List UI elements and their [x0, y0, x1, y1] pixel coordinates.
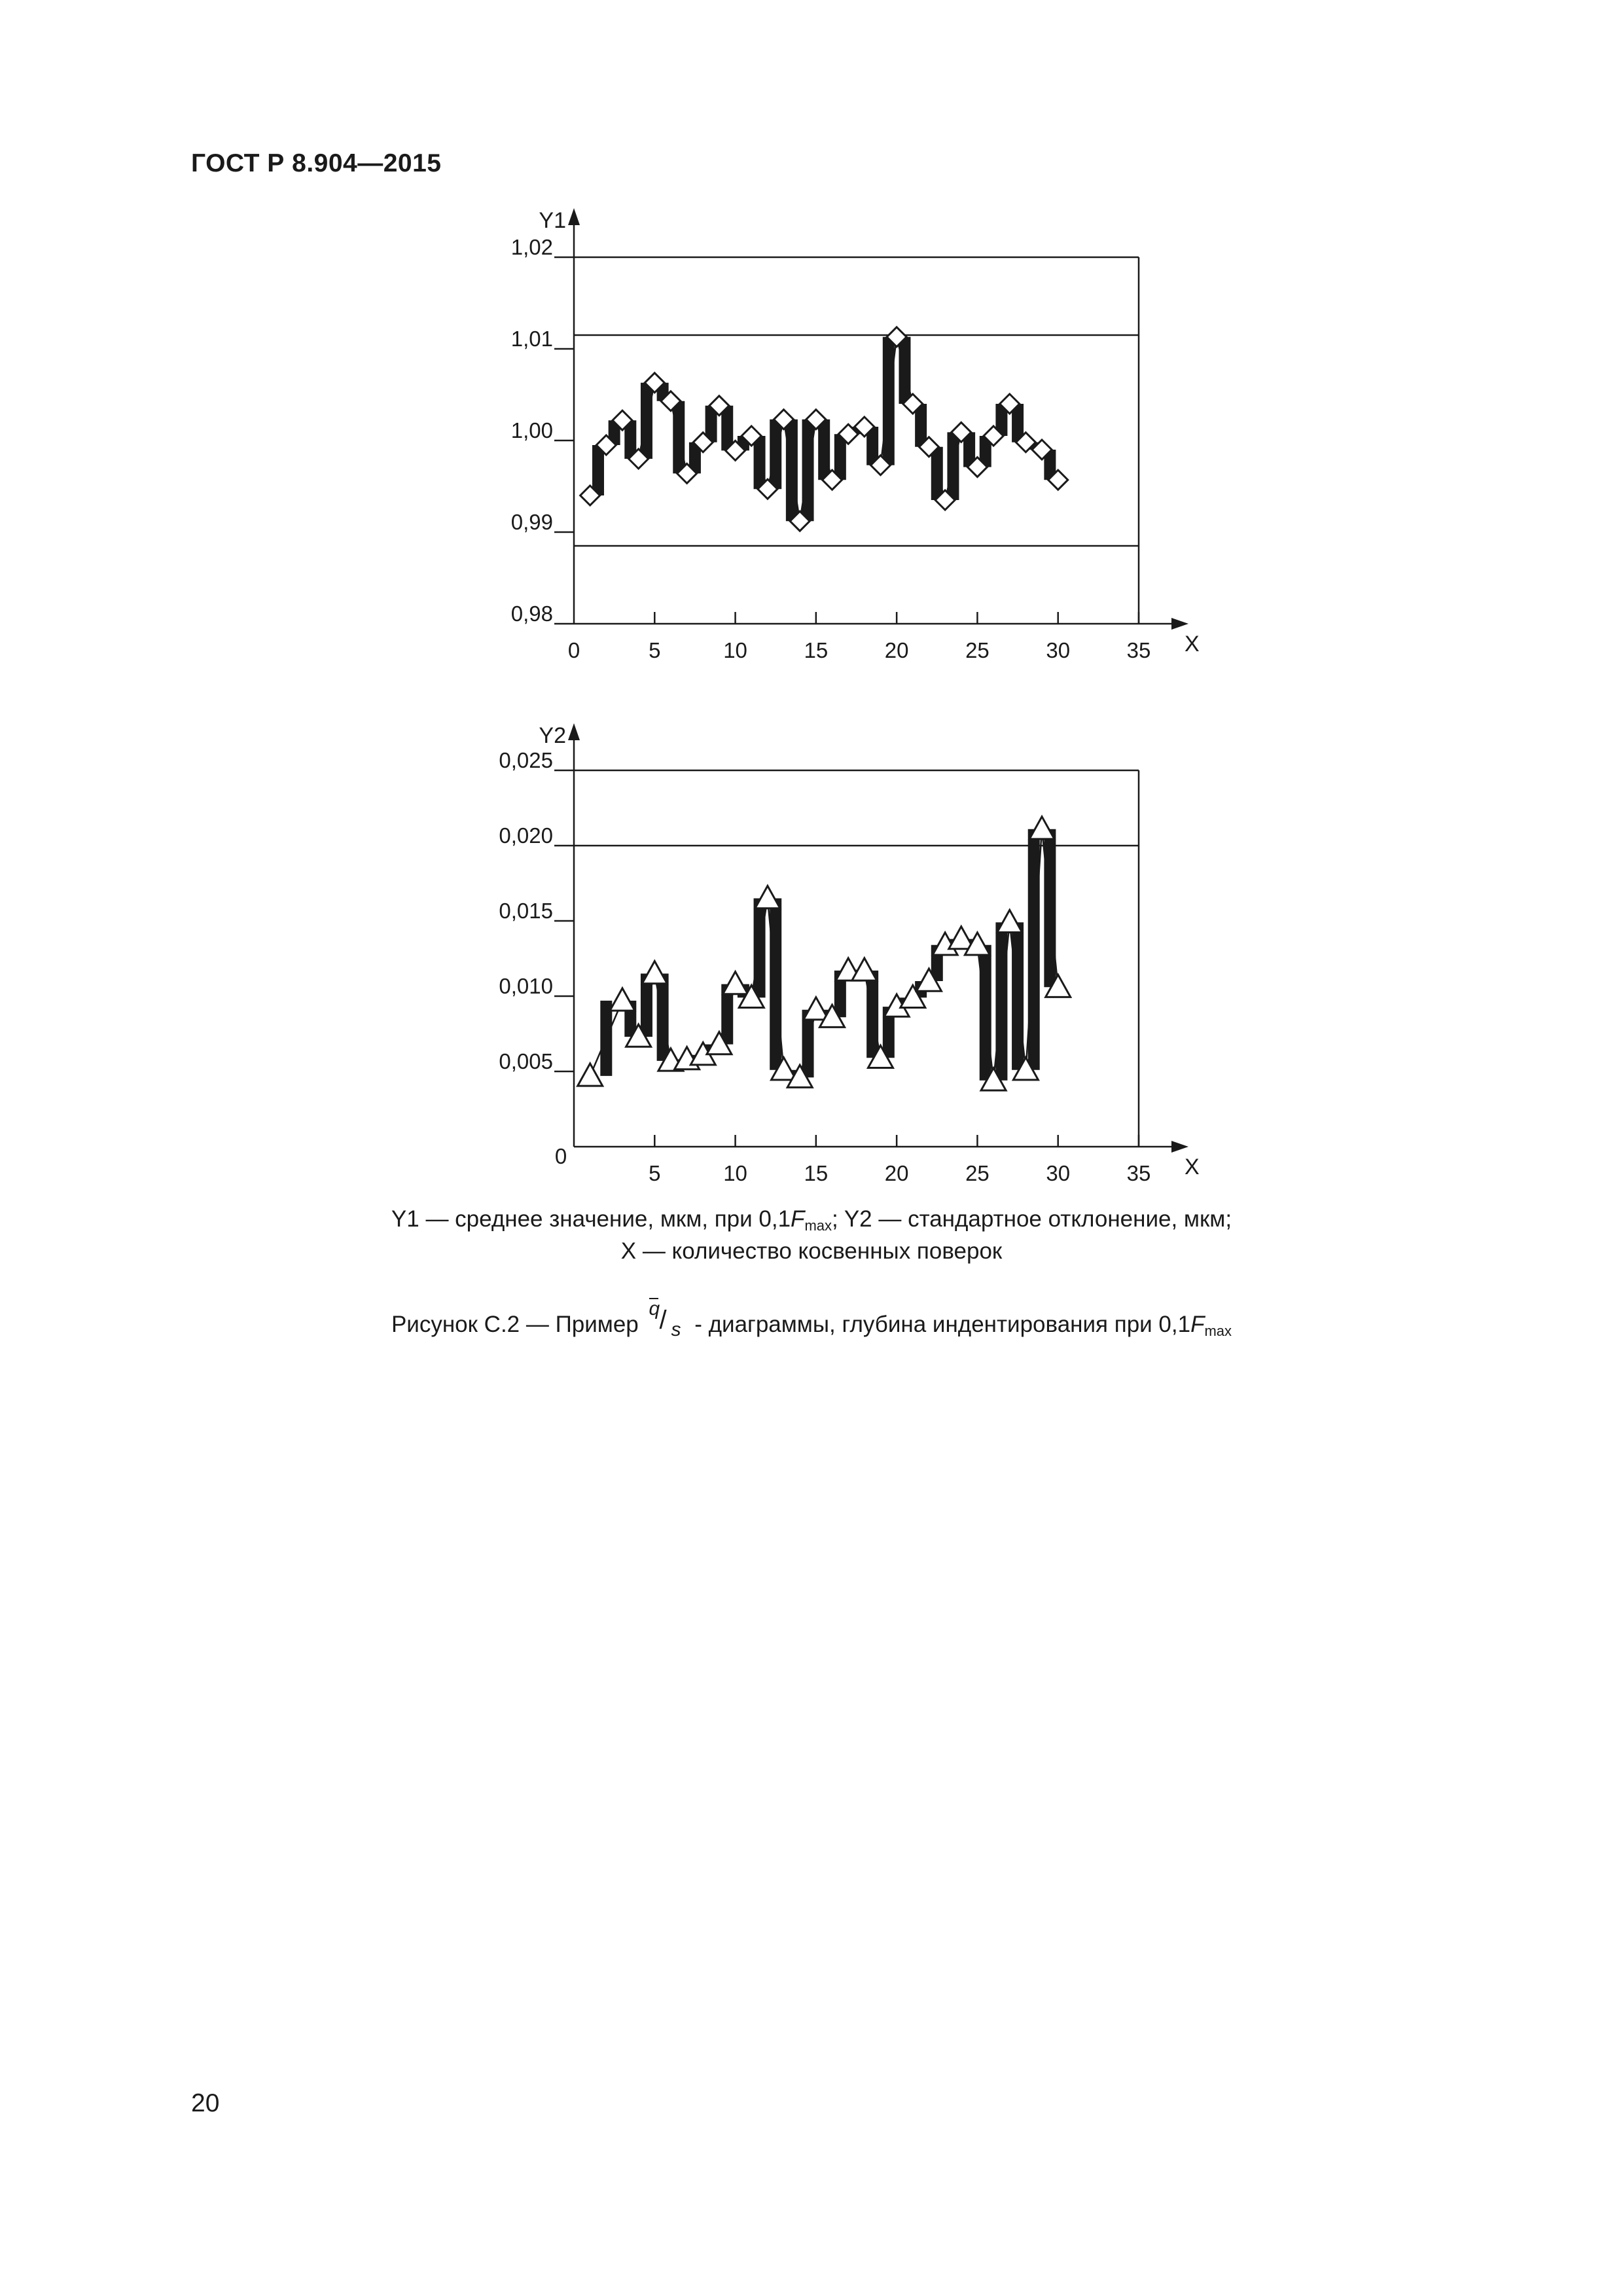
x-tick-label: 35 — [1126, 638, 1151, 662]
page-number: 20 — [191, 2089, 220, 2117]
s-letter: s — [671, 1319, 681, 1340]
data-point-triangle — [755, 886, 780, 908]
q-over-s-symbol — [645, 1298, 688, 1340]
y-tick-label: 1,00 — [510, 418, 553, 442]
caption-f-symbol: F — [1190, 1312, 1205, 1337]
document-code: ГОСТ Р 8.904—2015 — [191, 149, 442, 177]
x-tick-label: 35 — [1126, 1161, 1151, 1185]
data-point-triangle — [997, 910, 1022, 932]
legend-max-subscript: max — [804, 1217, 832, 1234]
data-point-triangle — [1029, 817, 1054, 839]
data-point-triangle — [578, 1064, 603, 1086]
x-tick-label: 20 — [884, 638, 909, 662]
x-tick-label: 5 — [649, 1161, 661, 1185]
y-tick-label: 0,98 — [510, 601, 553, 626]
y-tick-label: 0,010 — [499, 974, 553, 998]
legend-f-symbol: F — [791, 1206, 805, 1232]
x-tick-label: 0 — [567, 638, 580, 662]
x-axis-label: X — [1185, 1155, 1200, 1179]
y-axis-label: Y2 — [539, 723, 566, 748]
x-axis-arrow — [1171, 1141, 1188, 1153]
legend-line-1 — [0, 1206, 1623, 1234]
y-tick-label: 0,015 — [499, 899, 553, 923]
y-tick-label: 1,02 — [510, 235, 553, 259]
y-tick-label: 0,020 — [499, 823, 553, 848]
caption-max-subscript: max — [1204, 1323, 1232, 1339]
y-tick-label: 0,99 — [510, 510, 553, 534]
x-tick-label: 10 — [723, 638, 747, 662]
data-point-triangle — [610, 988, 635, 1011]
data-point-triangle — [642, 961, 667, 984]
y-tick-label: 0,025 — [499, 748, 553, 772]
caption-middle: - диаграммы, глубина индентирования при 0,1 — [694, 1312, 1191, 1337]
x-tick-label: 15 — [804, 638, 829, 662]
x-tick-label: 30 — [1046, 1161, 1071, 1185]
figure-caption — [0, 1298, 1623, 1340]
x-tick-label: 25 — [965, 638, 990, 662]
q-letter: q — [649, 1298, 660, 1319]
legend-text-a: Y1 — среднее значение, мкм, при 0,1 — [391, 1206, 791, 1232]
caption-prefix: Рисунок С.2 — Пример — [391, 1312, 639, 1337]
x-tick-label: 15 — [804, 1161, 829, 1185]
x-tick-label: 10 — [723, 1161, 747, 1185]
legend-text-b: ; Y2 — стандартное отклонение, мкм; — [832, 1206, 1232, 1232]
x-tick-label: 20 — [884, 1161, 909, 1185]
fraction-slash: / — [659, 1306, 667, 1335]
y-tick-label: 0,005 — [499, 1049, 553, 1073]
y-axis-label: Y1 — [539, 208, 566, 233]
x-axis-label: X — [1185, 632, 1200, 656]
data-point-triangle — [852, 958, 877, 980]
origin-label: 0 — [554, 1144, 567, 1168]
y-tick-label: 1,01 — [510, 327, 553, 351]
data-point-triangle — [723, 972, 748, 994]
x-axis-arrow — [1171, 618, 1188, 630]
x-tick-label: 5 — [649, 638, 661, 662]
y-axis-arrow — [568, 723, 580, 740]
x-tick-label: 25 — [965, 1161, 990, 1185]
mean-chart — [511, 208, 1200, 662]
y-axis-arrow — [568, 208, 580, 225]
legend-line-2: X — количество косвенных поверок — [620, 1238, 1003, 1264]
x-tick-label: 30 — [1046, 638, 1071, 662]
std-deviation-chart — [499, 723, 1199, 1185]
